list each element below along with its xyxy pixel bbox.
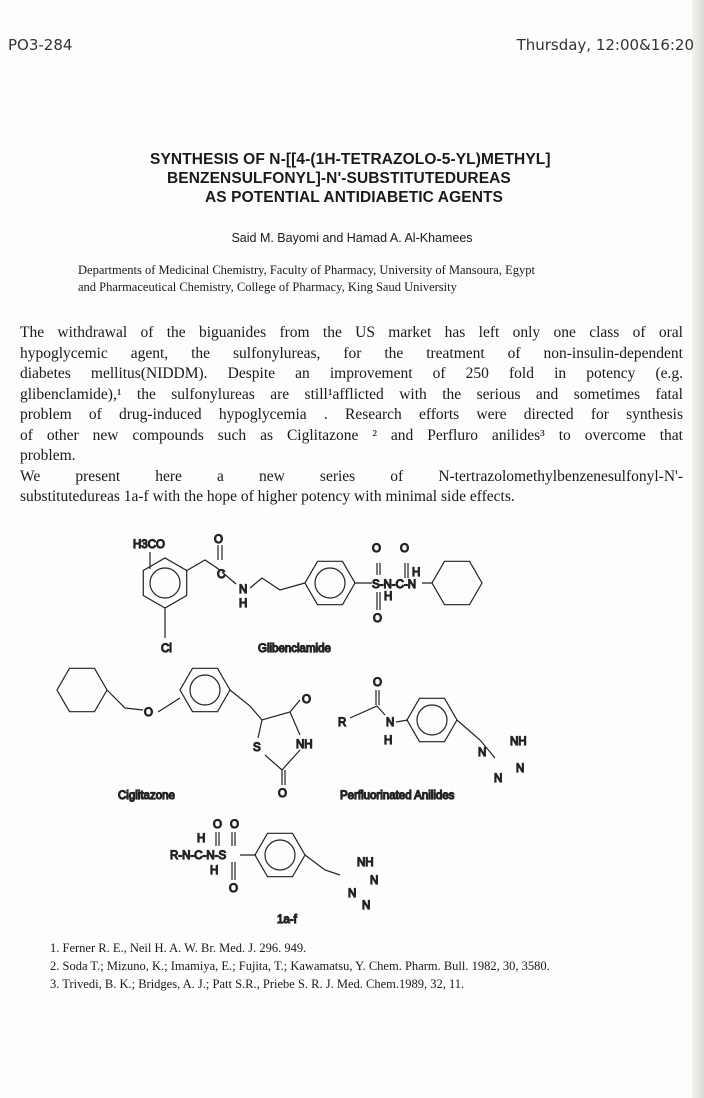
abstract-line: glibenclamide),¹ the sulfonylureas are still¹afflicted with the serious and sometimes fatal	[20, 385, 683, 403]
structure-name-glibenclamide: Glibenclamide	[258, 643, 331, 655]
title-line-3: AS POTENTIAL ANTIDIABETIC AGENTS	[205, 189, 503, 206]
aromatic-circle	[265, 840, 295, 870]
atom-label: O	[372, 543, 381, 555]
atom-label: NH	[296, 739, 313, 751]
abstract-line: We present here a new series of N-tertrazolomethylbenzenesulfonyl-N'-	[20, 467, 683, 485]
atom-label: S-N-C-N	[372, 579, 417, 591]
atom-label: S	[253, 742, 261, 754]
atom-label: O	[373, 677, 382, 689]
abstract-line: diabetes mellitus(NIDDM). Despite an improvement of 250 fold in potency (e.g.	[20, 365, 683, 382]
abstract-code: PO3-284	[8, 36, 73, 54]
atom-label: N	[386, 717, 395, 729]
atom-label: NH	[357, 857, 374, 869]
abstract-line: hypoglycemic agent, the sulfonylureas, for the treatment of non-insulin-dependent	[20, 344, 683, 362]
atom-label: Cl	[161, 643, 172, 655]
abstract-line: problem.	[20, 447, 76, 464]
bond-group	[107, 545, 495, 880]
atom-label: O	[229, 883, 238, 895]
atom-label: H	[197, 833, 206, 845]
atom-label: H	[384, 591, 393, 603]
title-line-2: BENZENSULFONYL]-N'-SUBSTITUTEDUREAS	[167, 170, 511, 187]
aromatic-circle	[190, 675, 220, 705]
atom-label: N	[516, 763, 525, 775]
reference-item: 3. Trivedi, B. K.; Bridges, A. J.; Patt S.R., Priebe S. R. J. Med. Chem.1989, 32, 11.	[50, 977, 465, 991]
affiliation-2: and Pharmaceutical Chemistry, College of Pharmacy, King Saud University	[78, 280, 457, 294]
atom-label: N	[478, 747, 487, 759]
reference-item: 2. Soda T.; Mizuno, K.; Imamiya, E.; Fujita, T.; Kawamatsu, Y. Chem. Pharm. Bull. 1982, 30, 3580.	[50, 959, 550, 973]
aromatic-circle	[417, 705, 447, 735]
atom-label: R-N-C-N-S	[170, 850, 227, 862]
atom-label: O	[302, 694, 311, 706]
atom-label: O	[213, 819, 222, 831]
affiliation-1: Departments of Medicinal Chemistry, Faculty of Pharmacy, University of Mansoura, Egypt	[78, 263, 535, 277]
structure-name-perfluorinated-anilides: Perfluorinated Anilides	[340, 790, 455, 802]
references	[50, 939, 550, 993]
atom-label: H	[412, 567, 421, 579]
atom-label: NH	[510, 736, 527, 748]
aromatic-circle	[315, 568, 345, 598]
aromatic-circle	[150, 568, 180, 598]
atom-label: O	[400, 543, 409, 555]
session-time: Thursday, 12:00&16:20	[516, 36, 694, 54]
atom-label: N	[348, 888, 357, 900]
atom-label: N	[494, 773, 503, 785]
atom-label: O	[278, 788, 287, 800]
cyclohexane-ring	[57, 668, 107, 711]
atom-label: C	[217, 569, 226, 581]
atom-label: O	[373, 613, 382, 625]
atom-label: H	[210, 865, 219, 877]
abstract-line: substitutedureas 1a-f with the hope of higher potency with minimal side effects.	[20, 488, 515, 505]
atom-label: R	[338, 717, 347, 729]
reference-item: 1. Ferner R. E., Neil H. A. W. Br. Med. J. 296. 949.	[50, 941, 307, 955]
atom-label: H	[384, 735, 393, 747]
atom-label: N	[370, 875, 379, 887]
authors: Said M. Bayomi and Hamad A. Al-Khamees	[231, 231, 473, 245]
atom-label: O	[230, 819, 239, 831]
atom-label: O	[214, 534, 223, 546]
atom-label: N	[362, 900, 371, 912]
atom-label: N	[239, 584, 248, 596]
abstract-line: The withdrawal of the biguanides from the US market has left only one class of oral	[20, 324, 683, 341]
atom-label: O	[144, 707, 153, 719]
abstract-line: problem of drug-induced hypoglycemia . Research efforts were directed for synthesis	[20, 406, 683, 423]
atom-label: H	[239, 598, 248, 610]
atom-label: H3CO	[133, 539, 165, 551]
structure-name-1a-f: 1a-f	[277, 914, 297, 926]
abstract-line: of other new compounds such as Ciglitazone ² and Perfluro anilides³ to overcome that	[20, 426, 683, 444]
title-line-1: SYNTHESIS OF N-[[4-(1H-TETRAZOLO-5-YL)METHYL]	[150, 151, 551, 168]
structure-name-ciglitazone: Ciglitazone	[118, 790, 175, 802]
cyclohexane-ring	[432, 561, 482, 604]
